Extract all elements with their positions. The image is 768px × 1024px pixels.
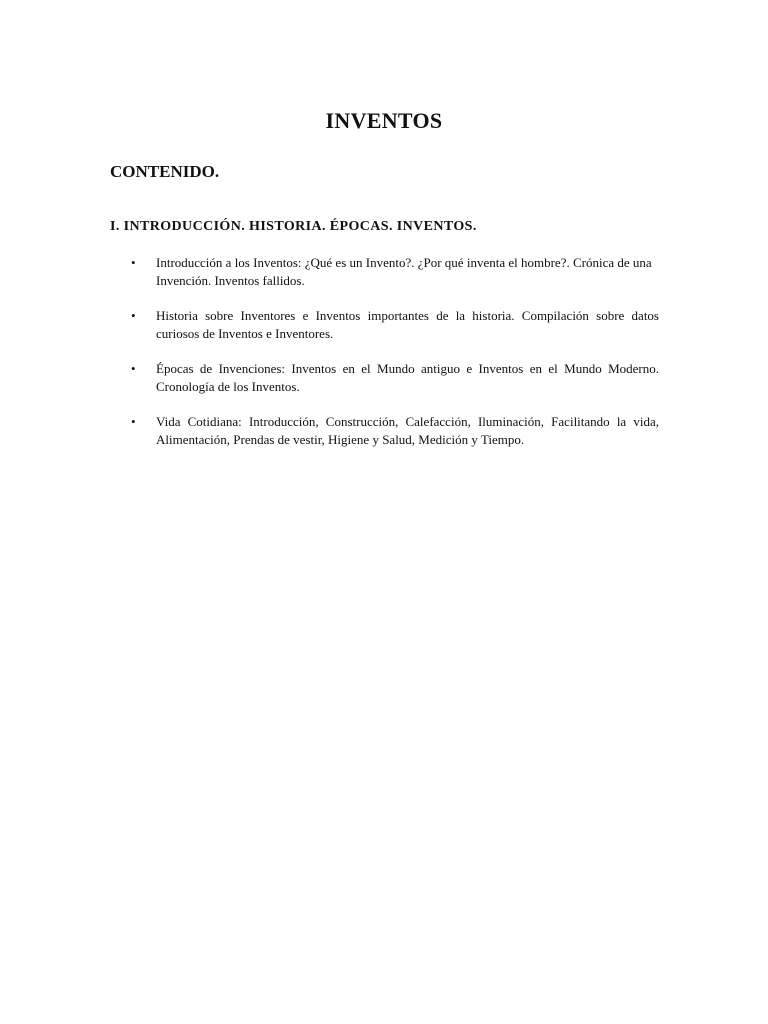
topic-list bbox=[0, 254, 768, 466]
topic-text: Introducción a los Inventos: ¿Qué es un Invento?. ¿Por qué inventa el hombre?. Crónica de una Invención. Inventos fallidos. bbox=[156, 255, 652, 288]
topic-item-introduccion bbox=[0, 254, 659, 289]
topic-text: Historia sobre Inventores e Inventos importantes de la historia. Compilación sobre datos curiosos de Inventos e Inventores. bbox=[156, 308, 659, 341]
bullet-icon: • bbox=[131, 255, 136, 270]
bullet-icon: • bbox=[131, 361, 136, 376]
bullet-icon: • bbox=[131, 308, 136, 323]
section-heading: I. INTRODUCCIÓN. HISTORIA. ÉPOCAS. INVENTOS. bbox=[110, 219, 477, 234]
topic-item-historia bbox=[0, 307, 659, 342]
topic-text: Vida Cotidiana: Introducción, Construcción, Calefacción, Iluminación, Facilitando la vida, Alimentación, Prendas de vestir, Higiene y Salud, Medición y Tiempo. bbox=[156, 414, 659, 447]
topic-text: Épocas de Invenciones: Inventos en el Mundo antiguo e Inventos en el Mundo Moderno. Cronología de los Inventos. bbox=[156, 361, 659, 394]
topic-item-epocas bbox=[0, 360, 659, 395]
document-title: INVENTOS bbox=[325, 108, 443, 133]
bullet-icon: • bbox=[131, 414, 136, 429]
contents-heading: CONTENIDO. bbox=[110, 162, 220, 181]
topic-item-vida-cotidiana bbox=[0, 413, 659, 448]
